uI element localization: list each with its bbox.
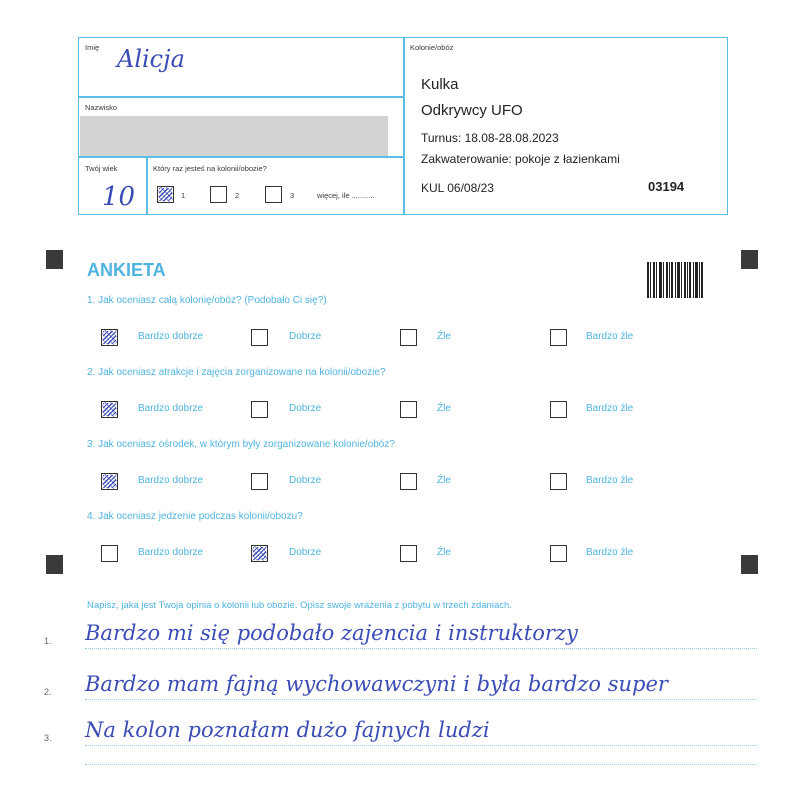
times-label: Który raz jesteś na kolonii/obozie? xyxy=(153,164,267,173)
question-1-text: 1. Jak oceniasz całą kolonię/obóz? (Podobało Ci się?) xyxy=(87,295,327,306)
times-option-1: 1 xyxy=(181,191,186,200)
opinion-dotted-line xyxy=(85,648,757,649)
question-3-text: 3. Jak oceniasz ośrodek, w którym były zorganizowane kolonie/obóz? xyxy=(87,439,395,450)
age-value: 10 xyxy=(102,182,136,212)
question-2-text: 2. Jak oceniasz atrakcje i zajęcia zorganizowane na kolonii/obozie? xyxy=(87,367,386,378)
times-checkbox-2[interactable] xyxy=(210,186,227,203)
opinion-line-number: 2. xyxy=(44,687,52,697)
question-4-option-label-2: Dobrze xyxy=(289,547,322,558)
question-1-checkbox-1[interactable] xyxy=(101,329,118,346)
turnus: Turnus: 18.08-28.08.2023 xyxy=(421,131,559,145)
camp-code: KUL 06/08/23 xyxy=(421,181,494,195)
times-option-2: 2 xyxy=(235,191,240,200)
name-label: Imię xyxy=(85,43,100,52)
age-label: Twój wiek xyxy=(85,164,118,173)
question-1-checkbox-4[interactable] xyxy=(550,329,567,346)
question-4-checkbox-1[interactable] xyxy=(101,545,118,562)
registration-mark-top-right xyxy=(741,250,758,269)
surname-redaction xyxy=(80,116,388,156)
question-4-option-label-3: Źle xyxy=(437,547,451,558)
opinion-dotted-line xyxy=(85,764,757,765)
question-2-option-label-1: Bardzo dobrze xyxy=(138,403,204,414)
surname-label: Nazwisko xyxy=(85,103,118,112)
question-3-checkbox-2[interactable] xyxy=(251,473,268,490)
question-4-checkbox-4[interactable] xyxy=(550,545,567,562)
header-divider-age xyxy=(146,156,148,215)
question-3-option-label-1: Bardzo dobrze xyxy=(138,475,204,486)
opinion-dotted-line xyxy=(85,699,757,700)
question-3-checkbox-4[interactable] xyxy=(550,473,567,490)
opinion-line-text: Na kolon poznałam dużo fajnych ludzi xyxy=(85,718,490,742)
question-4-option-label-1: Bardzo dobrze xyxy=(138,547,204,558)
question-2-checkbox-2[interactable] xyxy=(251,401,268,418)
question-2-option-label-3: Źle xyxy=(437,403,451,414)
survey-title: ANKIETA xyxy=(87,260,166,280)
question-3-checkbox-1[interactable] xyxy=(101,473,118,490)
question-4-checkbox-2[interactable] xyxy=(251,545,268,562)
question-2-checkbox-3[interactable] xyxy=(400,401,417,418)
camp-label: Kolonie/obóz xyxy=(410,43,454,52)
question-2-option-label-4: Bardzo źle xyxy=(586,403,634,414)
name-value: Alicja xyxy=(117,45,185,73)
camp-program: Odkrywcy UFO xyxy=(421,102,523,119)
question-2-checkbox-4[interactable] xyxy=(550,401,567,418)
header-divider-surname xyxy=(78,156,404,158)
times-checkbox-3[interactable] xyxy=(265,186,282,203)
opinion-line-text: Bardzo mi się podobało zajencia i instruktorzy xyxy=(85,621,578,645)
header-divider-vertical xyxy=(403,37,405,215)
question-1-option-label-4: Bardzo źle xyxy=(586,331,634,342)
opinion-line-text: Bardzo mam fajną wychowawczyni i była bardzo super xyxy=(85,672,668,696)
registration-mark-bottom-left xyxy=(46,555,63,574)
question-1-checkbox-3[interactable] xyxy=(400,329,417,346)
registration-mark-bottom-right xyxy=(741,555,758,574)
question-4-checkbox-3[interactable] xyxy=(400,545,417,562)
barcode-icon xyxy=(647,262,703,298)
question-4-option-label-4: Bardzo źle xyxy=(586,547,634,558)
times-option-more: więcej, ile ........... xyxy=(317,191,375,200)
camp-name: Kulka xyxy=(421,76,459,93)
opinion-line-number: 3. xyxy=(44,733,52,743)
question-1-option-label-3: Źle xyxy=(437,331,451,342)
opinion-prompt: Napisz, jaka jest Twoja opinia o kolonii lub obozie. Opisz swoje wrażenia z pobytu w trzech zdaniach. xyxy=(87,600,512,611)
question-1-option-label-2: Dobrze xyxy=(289,331,322,342)
question-3-checkbox-3[interactable] xyxy=(400,473,417,490)
question-2-option-label-2: Dobrze xyxy=(289,403,322,414)
opinion-dotted-line xyxy=(85,745,757,746)
question-3-option-label-2: Dobrze xyxy=(289,475,322,486)
header-divider-name xyxy=(78,96,404,98)
question-2-checkbox-1[interactable] xyxy=(101,401,118,418)
accommodation: Zakwaterowanie: pokoje z łazienkami xyxy=(421,152,620,166)
question-3-option-label-4: Bardzo źle xyxy=(586,475,634,486)
form-number: 03194 xyxy=(648,179,685,194)
question-1-option-label-1: Bardzo dobrze xyxy=(138,331,204,342)
times-checkbox-1[interactable] xyxy=(157,186,174,203)
registration-mark-top-left xyxy=(46,250,63,269)
question-3-option-label-3: Źle xyxy=(437,475,451,486)
question-4-text: 4. Jak oceniasz jedzenie podczas kolonii/obozu? xyxy=(87,511,303,522)
question-1-checkbox-2[interactable] xyxy=(251,329,268,346)
times-option-3: 3 xyxy=(290,191,295,200)
opinion-line-number: 1. xyxy=(44,636,52,646)
